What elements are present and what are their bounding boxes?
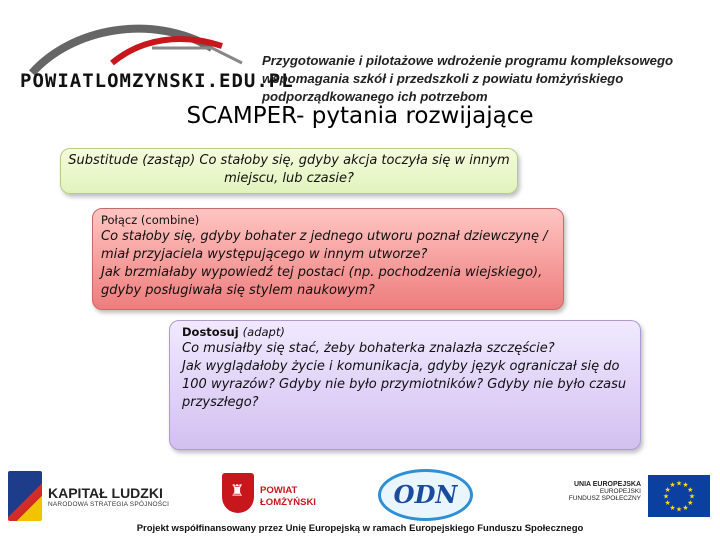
combine-body: Co stałoby się, gdyby bohater z jednego utworu poznał dziewczynę / miał przyjaciela występującego w innym utworze? Jak brzmiałaby wypowiedź tej postaci (np. pochodzenia wiejskiego), gdyby posługiwała się stylem naukowym? — [101, 229, 548, 298]
site-logo — [12, 18, 294, 98]
eu-stars-icon — [648, 475, 710, 517]
eu-star-icon: ★ — [662, 493, 670, 501]
kapital-ludzki-title: KAPITAŁ LUDZKI — [48, 485, 163, 501]
adapt-box — [169, 320, 641, 450]
eu-star-icon: ★ — [688, 493, 696, 501]
combine-heading — [101, 213, 555, 227]
eu-star-icon: ★ — [664, 487, 671, 494]
powiat-coat-of-arms-icon — [222, 473, 254, 513]
eu-star-icon: ★ — [669, 482, 676, 490]
footer-logos — [0, 465, 720, 525]
odn-logo-text: ODN — [393, 480, 458, 509]
adapt-body: Co musiałby się stać, żeby bohaterka znalazła szczęście? Jak wyglądałoby życie i komunikacja, gdyby język ograniczał się do 100 wyrazów? Gdyby nie było przymiotników? Gdyby nie było czasu przyszłego? — [182, 341, 627, 410]
combine-heading-alt: (combine) — [140, 213, 200, 227]
powiat-line1: POWIAT — [260, 485, 298, 496]
eu-text — [555, 481, 641, 502]
odn-logo — [378, 469, 473, 521]
kapital-ludzki-text — [48, 485, 169, 508]
eu-line3: FUNDUSZ SPOŁECZNY — [568, 495, 641, 502]
eu-flag-icon — [648, 475, 710, 517]
combine-box — [92, 208, 564, 310]
eu-star-icon: ★ — [687, 487, 694, 494]
adapt-heading — [182, 325, 628, 339]
eu-star-icon: ★ — [687, 500, 694, 507]
eu-star-icon: ★ — [675, 506, 683, 514]
kapital-ludzki-subtitle: NARODOWA STRATEGIA SPÓJNOŚCI — [48, 501, 170, 508]
logo-arc-icon — [12, 18, 252, 78]
substitute-text: Substitude (zastąp) Co stałoby się, gdyby akcja toczyła się w innym miejscu, lub czasie? — [68, 153, 510, 186]
eu-star-icon: ★ — [682, 504, 689, 512]
slide-title: SCAMPER- pytania rozwijające — [186, 103, 534, 129]
eu-line1: UNIA EUROPEJSKA — [573, 481, 641, 488]
eagle-icon: ♜ — [230, 483, 245, 500]
powiat-line2: ŁOMŻYŃSKI — [260, 497, 316, 508]
logo-text: POWIATLOMZYNSKI.EDU.PL — [20, 70, 294, 92]
combine-heading-label: Połącz — [101, 213, 141, 227]
eu-star-icon: ★ — [675, 480, 683, 488]
adapt-heading-label: Dostosuj — [182, 325, 243, 339]
powiat-name — [260, 485, 316, 509]
substitute-box — [60, 148, 518, 194]
eu-star-icon: ★ — [669, 504, 676, 512]
eu-star-icon: ★ — [664, 500, 671, 507]
eu-star-icon: ★ — [682, 482, 689, 490]
footer-credit: Projekt współfinansowany przez Unię Europejską w ramach Europejskiego Funduszu Społecznego — [136, 523, 584, 534]
eu-line2: EUROPEJSKI — [599, 488, 641, 495]
adapt-heading-alt: (adapt) — [242, 325, 285, 339]
kapital-ludzki-logo-icon — [8, 471, 42, 521]
project-title: Przygotowanie i pilotażowe wdrożenie programu kompleksowego wspomagania szkół i przedszkoli z powiatu łomżyńskiego podporządkowanego ich potrzebom — [262, 53, 674, 104]
